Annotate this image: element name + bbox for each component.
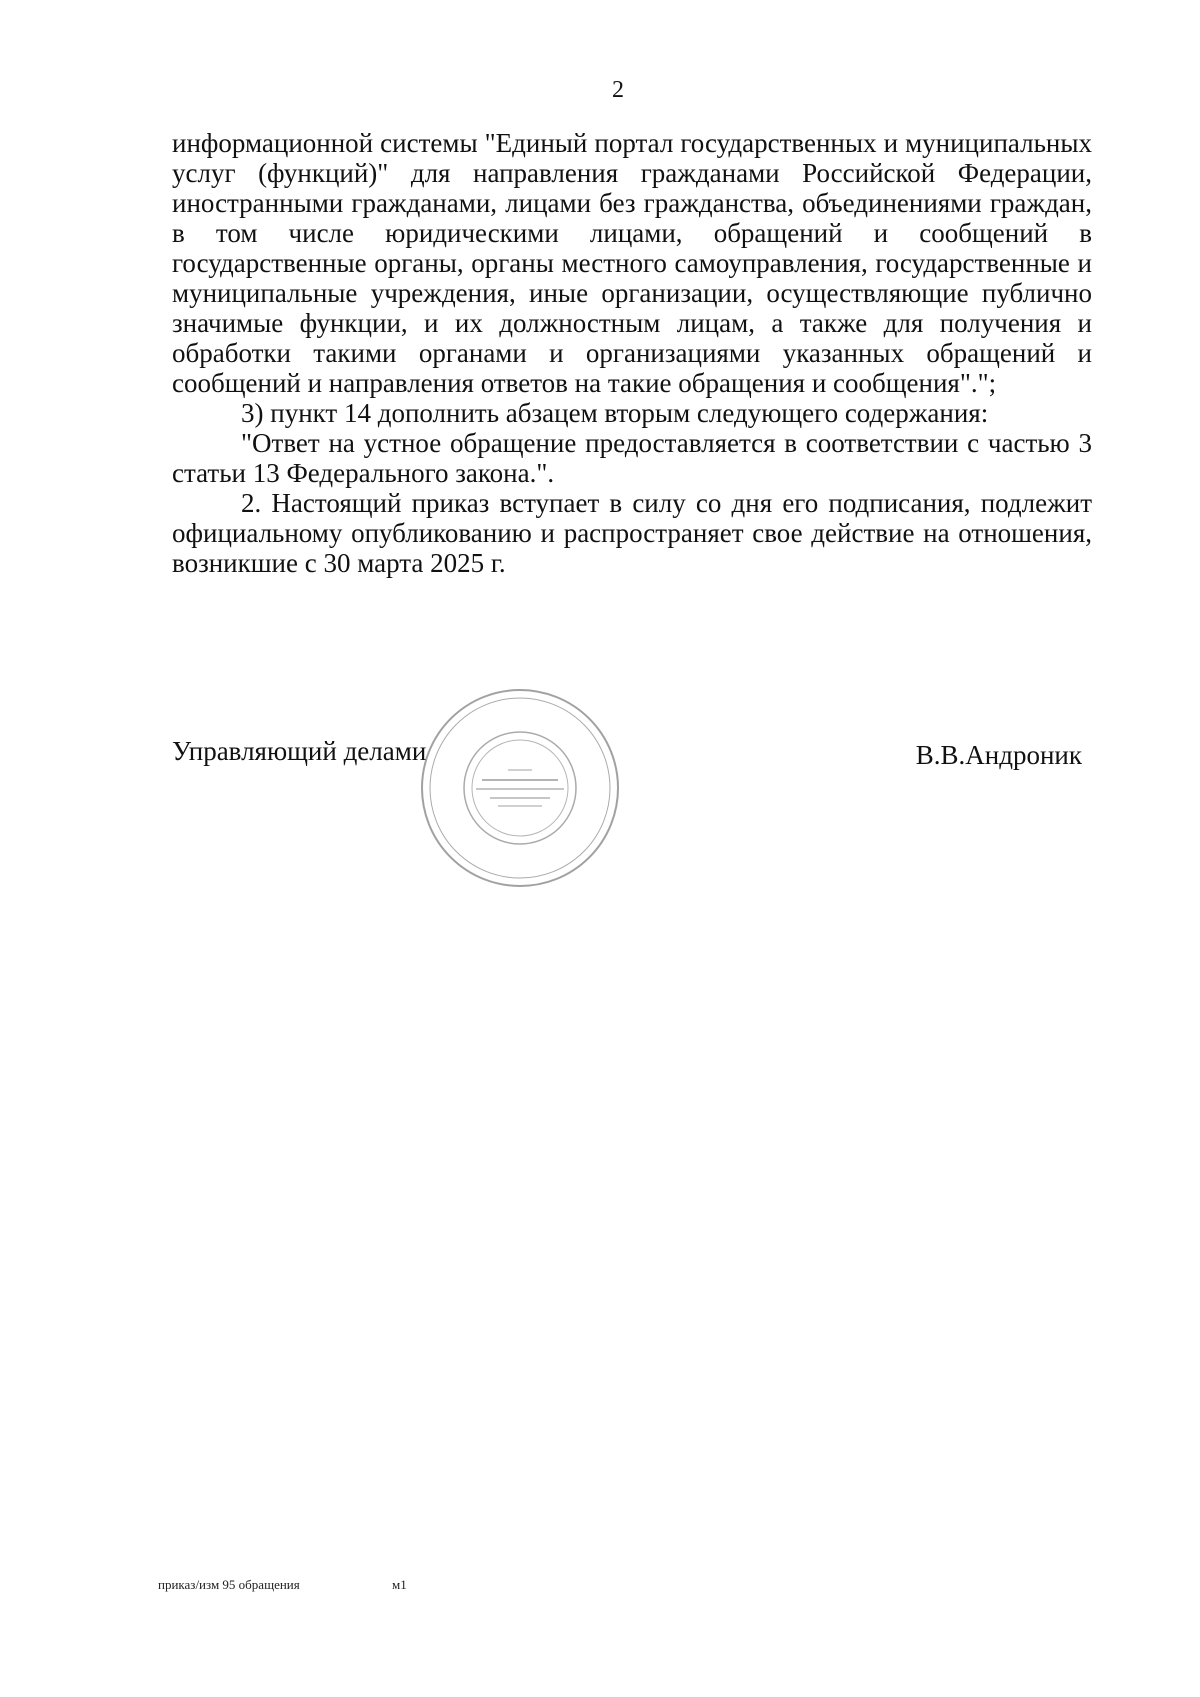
footer-note: приказ/изм 95 обращения <box>158 1577 300 1592</box>
document-body <box>172 128 1092 578</box>
paragraph-item-2: 2. Настоящий приказ вступает в силу со дня его подписания, подлежит официальному опубликованию и распространяет свое действие на отношения, возникшие с 30 марта 2025 г. <box>172 488 1092 578</box>
signature-role: Управляющий делами <box>172 736 427 766</box>
page-number: 2 <box>612 77 624 103</box>
signature-block <box>172 736 1092 796</box>
footer-code: м1 <box>392 1577 407 1592</box>
paragraph-item-3: 3) пункт 14 дополнить абзацем вторым следующего содержания: <box>241 398 989 428</box>
paragraph-continuation: информационной системы "Единый портал государственных и муниципальных услуг (функций)" для направления гражданами Российской Федерации, иностранными гражданами, лицами без гражданства, объединениями граждан, в том числе юридическими лицами, обращений и сообщений в государственные органы, органы местного самоуправления, государственные и муниципальные учреждения, иные организации, осуществляющие публично значимые функции, и их должностным лицам, а также для получения и обработки такими органами и организациями указанных обращений и сообщений и направления ответов на такие обращения и сообщения"."; <box>172 128 1092 398</box>
signature-name: В.В.Андроник <box>915 740 1082 770</box>
paragraph-quote: "Ответ на устное обращение предоставляется в соответствии с частью 3 статьи 13 Федерального закона.". <box>172 428 1092 488</box>
